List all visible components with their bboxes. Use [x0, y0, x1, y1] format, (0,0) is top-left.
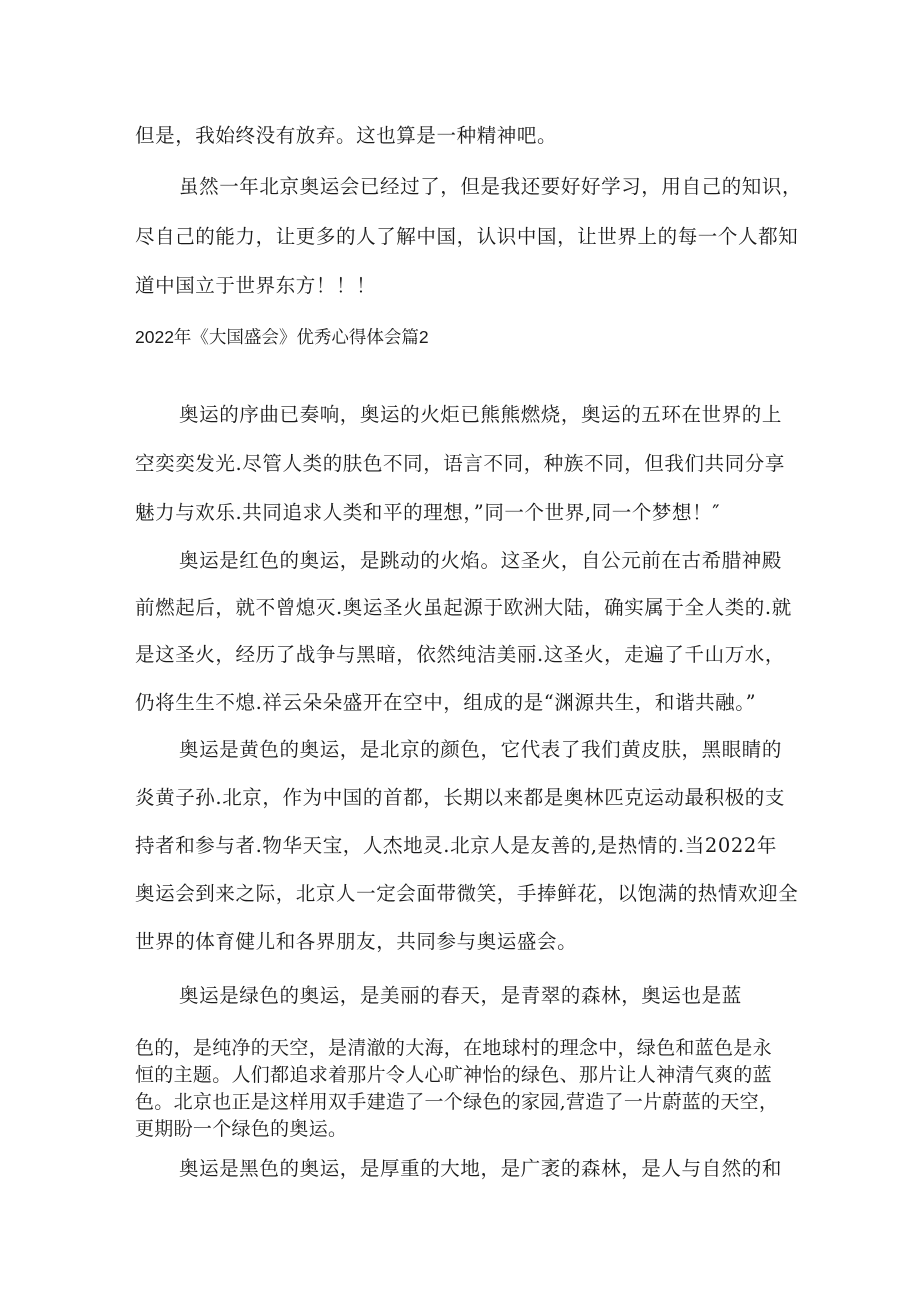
paragraph-line: 炎黄子孙.北京，作为中国的首都，长期以来都是奥林匹克运动最积极的支 — [135, 786, 785, 809]
paragraph-line: 更期盼一个绿色的奥运。 — [135, 1118, 348, 1140]
paragraph-line: 道中国立于世界东方！！！ — [135, 274, 377, 297]
paragraph-line: 仍将生生不熄.祥云朵朵盛开在空中，组成的是“渊源共生，和谐共融。” — [135, 691, 757, 714]
paragraph-line: 色的，是纯净的天空，是清澈的大海，在地球村的理念中，绿色和蓝色是永 — [135, 1037, 772, 1059]
paragraph-line: 恒的主题。人们都追求着那片令人心旷神怡的绿色、那片让人神清气爽的蓝 — [135, 1064, 772, 1086]
paragraph-line: 奥运是黑色的奥运，是厚重的大地，是广袤的森林，是人与自然的和 — [179, 1157, 783, 1180]
paragraph-line: 奥运是黄色的奥运，是北京的颜色，它代表了我们黄皮肤，黑眼睛的 — [179, 738, 783, 761]
paragraph-line: 奥运的序曲已奏响，奥运的火炬已熊熊燃烧，奥运的五环在世界的上 — [179, 403, 783, 426]
paragraph-line: 色。北京也正是这样用双手建造了一个绿色的家园,营造了一片蔚蓝的天空， — [135, 1091, 779, 1113]
paragraph-line: 虽然一年北京奥运会已经过了，但是我还要好好学习，用自己的知识， — [179, 175, 803, 198]
paragraph-line: 奥运是绿色的奥运，是美丽的春天，是青翠的森林，奥运也是蓝 — [179, 984, 742, 1007]
paragraph-line: 世界的体育健儿和各界朋友，共同参与奥运盛会。 — [135, 930, 578, 953]
paragraph-line: 前燃起后，就不曾熄灭.奥运圣火虽起源于欧洲大陆，确实属于全人类的.就 — [135, 596, 792, 619]
paragraph-line: 持者和参与者.物华天宝，人杰地灵.北京人是友善的,是热情的.当2022年 — [135, 834, 778, 857]
paragraph-line: 奥运是红色的奥运，是跳动的火焰。这圣火，自公元前在古希腊神殿 — [179, 549, 783, 572]
section-heading: 2022年《大国盛会》优秀心得体会篇2 — [135, 327, 429, 347]
paragraph-line: 空奕奕发光.尽管人类的肤色不同，语言不同，种族不同，但我们共同分享 — [135, 452, 785, 475]
paragraph-line: 奥运会到来之际，北京人一定会面带微笑，手捧鲜花，以饱满的热情欢迎全 — [135, 882, 799, 905]
paragraph-line: 尽自己的能力，让更多的人了解中国，认识中国，让世界上的每一个人都知 — [135, 225, 799, 248]
paragraph-line: 是这圣火，经历了战争与黑暗，依然纯洁美丽.这圣火，走遍了千山万水， — [135, 643, 785, 666]
paragraph-line: 但是，我始终没有放弃。这也算是一种精神吧。 — [135, 124, 558, 147]
paragraph-line: 魅力与欢乐.共同追求人类和平的理想，”同一个世界,同一个梦想！″ — [135, 501, 721, 524]
